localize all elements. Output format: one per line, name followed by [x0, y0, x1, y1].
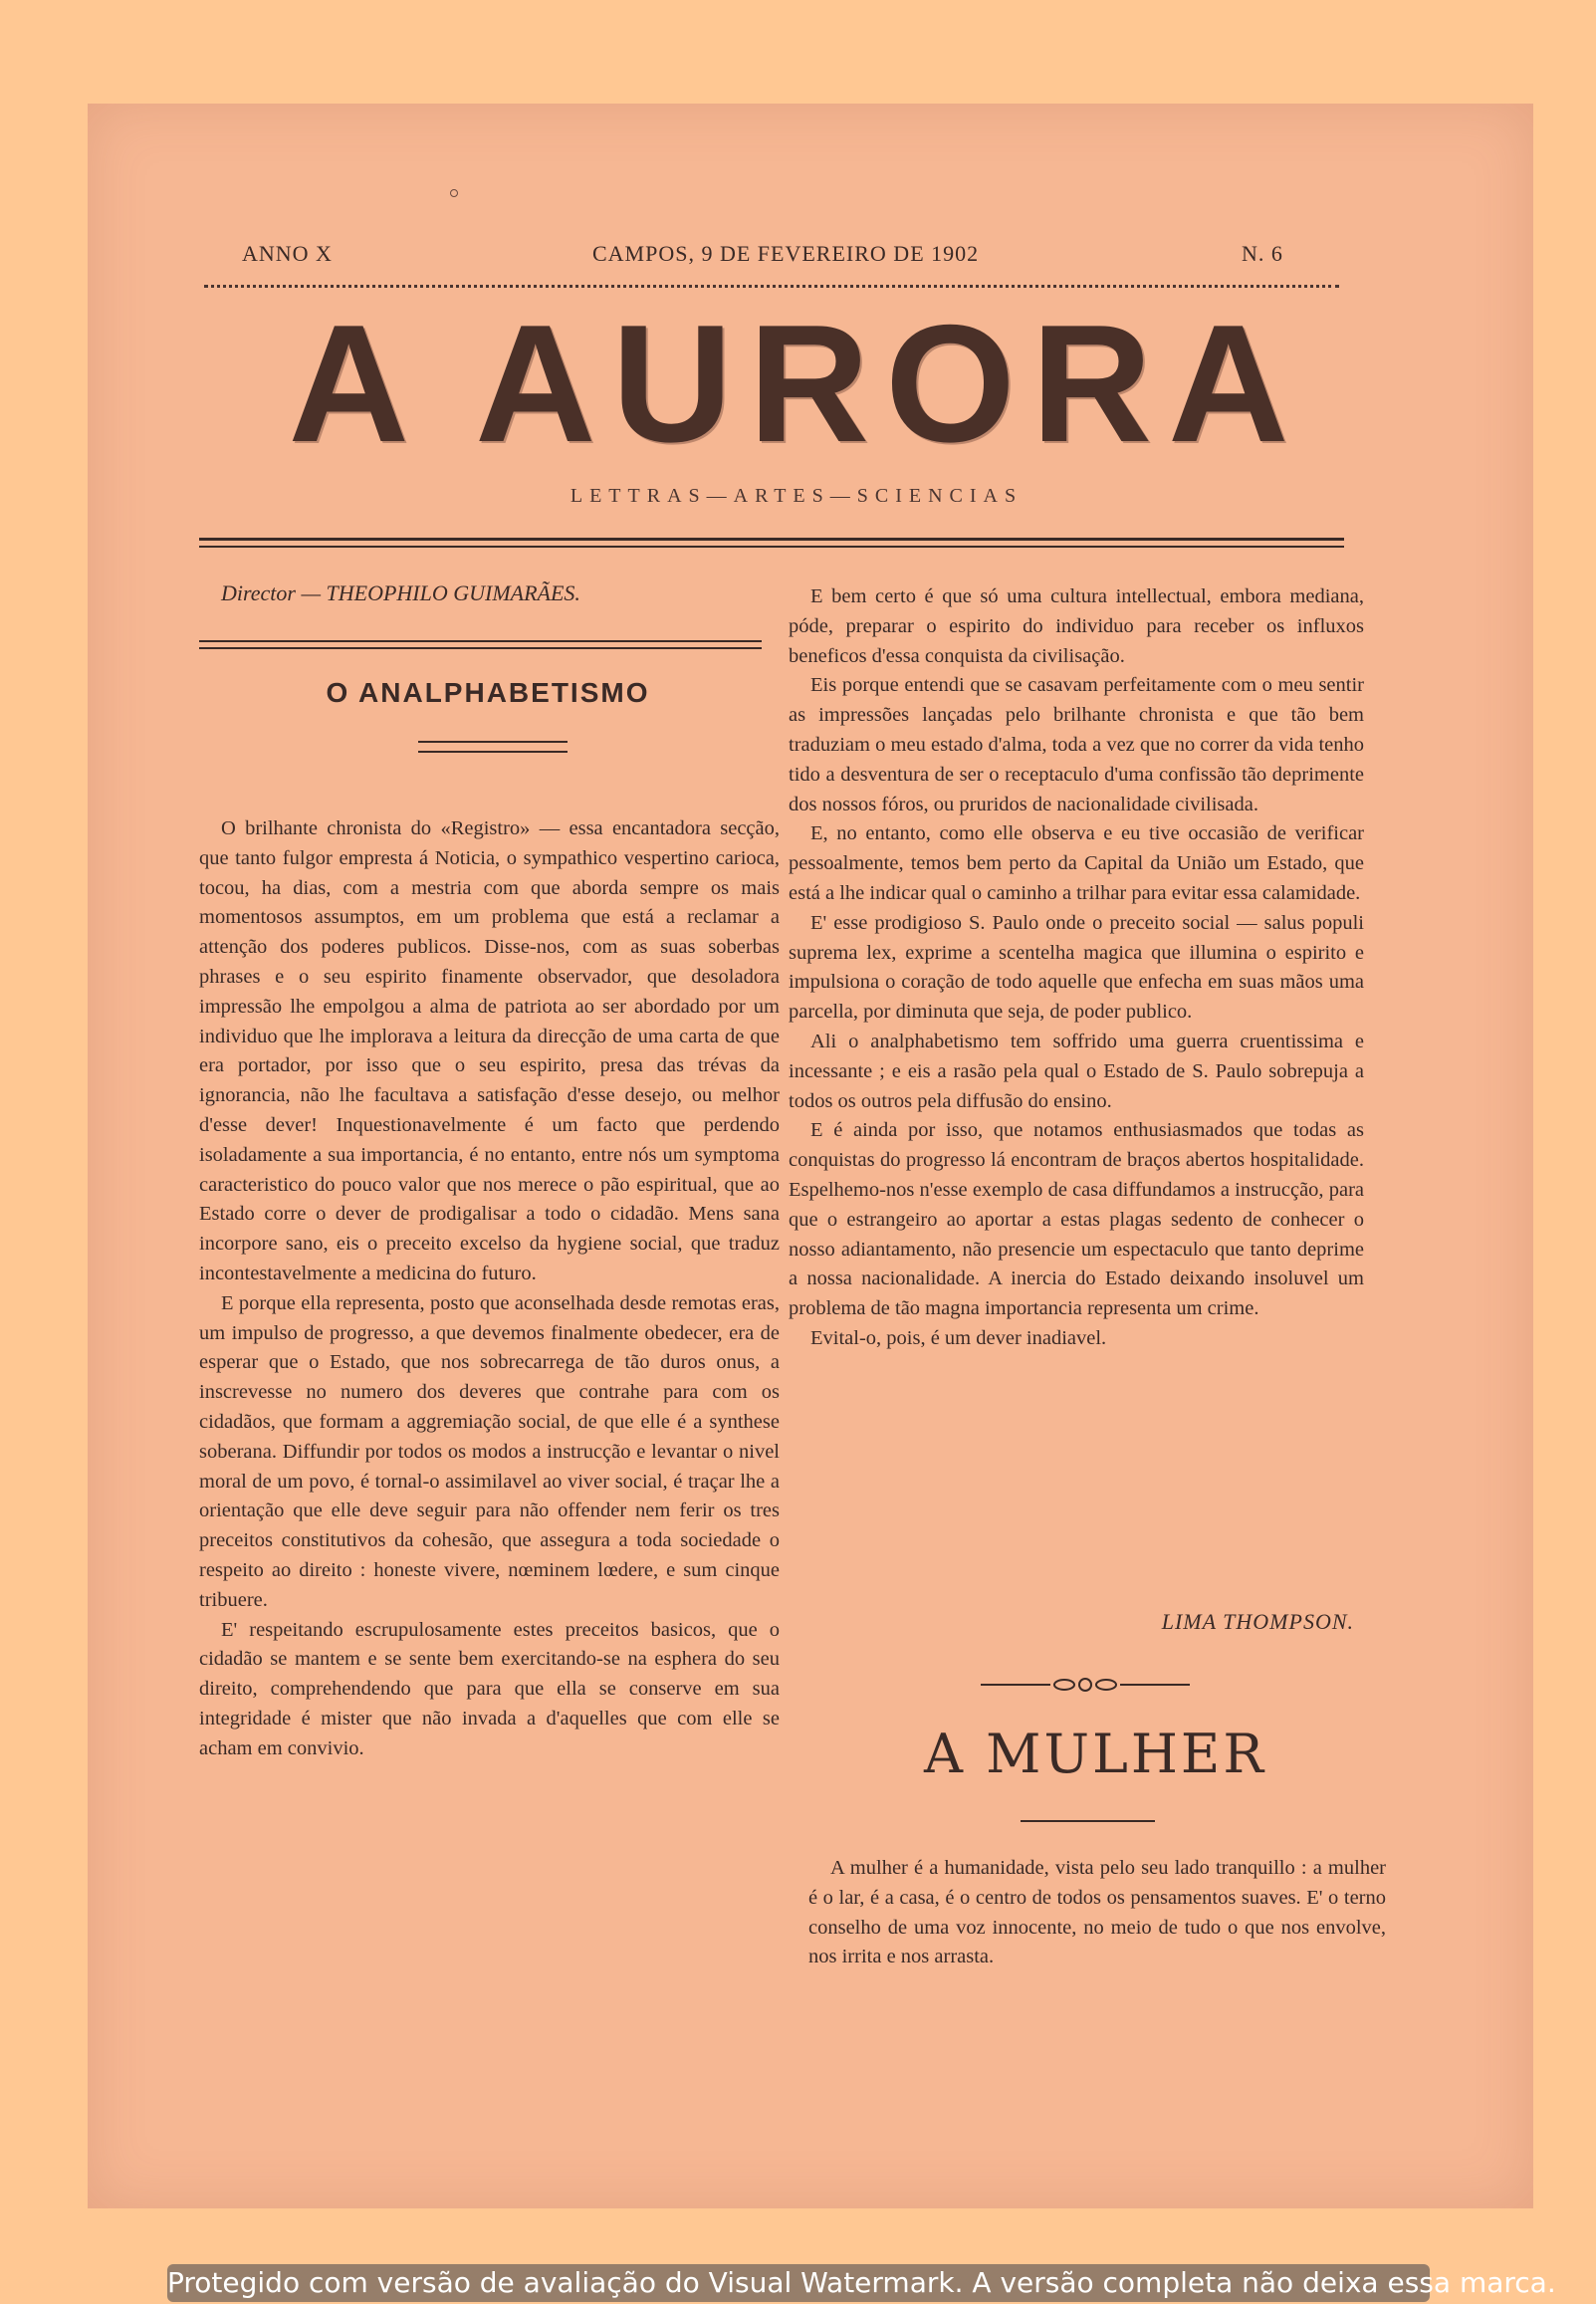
- place-and-date: CAMPOS, 9 DE FEVEREIRO DE 1902: [592, 241, 980, 266]
- article1-paragraph: E' respeitando escrupulosamente estes preceitos basicos, que o cidadão se mantem e se sente bem exercitando-se na esphera do seu direito, comprehendendo que para que ella se conserve em sua integridade é mister que não invada a d'aquelles que com elle se acham em convivio.: [199, 1618, 780, 1759]
- masthead-rule-bottom: [199, 546, 1344, 548]
- ornament-divider: [981, 1673, 1190, 1697]
- article1-paragraph: E bem certo é que só uma cultura intellectual, embora mediana, póde, preparar o espirito do individuo para receber os influxos beneficos d'essa conquista da civilisação.: [789, 585, 1364, 667]
- right-column-text: [789, 582, 1364, 1354]
- article1-paragraph: O brilhante chronista do «Registro» — essa encantadora secção, que tanto fulgor empresta á Noticia, o sympathico vespertino carioca, tocou, ha dias, com a mestria com que aborda sempre os mais momentosos assumptos, em um problema que está a reclamar a attenção dos poderes publicos. Disse-nos, com as suas soberbas phrases e o seu espirito finamente observador, que desoladora impressão lhe empolgou a alma de patriota ao ser abordado por um individuo que lhe implorava a leitura da direcção de uma carta de que era portador, por isso que o seu espirito, presa das trévas da ignorancia, não lhe facultava a satisfação d'esse desejo, ou melhor d'esse dever! Inquestionavelmente é um facto que perdendo isoladamente a sua importancia, é no entanto, entre nós um symptoma caracteristico do pouco valor que nos merece o pão espiritual, que ao Estado corre o dever de prodigalisar a todo o cidadão. Mens sana incorpore sano, eis o preceito excelso da hygiene social, que traduz incontestavelmente a medicina do futuro.: [199, 817, 780, 1284]
- article1-paragraph: E porque ella representa, posto que aconselhada desde remotas eras, um impulso de progresso, a que devemos finalmente obedecer, era de esperar que o Estado, que nos sobrecarrega de tão duros onus, a inscrevesse no numero dos deveres que contrahe para com os cidadãos, que formam a aggremiação social, de que elle é a synthese soberana. Diffundir por todos os modos a instrucção e levantar o nivel moral de um povo, é tornal-o assimilavel ao viver social, é traçar lhe a orientação que elle deve seguir para não offender nem ferir os tres preceitos constitutivos da cohesão, que assegura a toda sociedade o respeito ao direito : honeste vivere, nœminem lœdere, e sum cinque tribuere.: [199, 1291, 780, 1611]
- masthead-rule-top: [199, 538, 1344, 541]
- article1-paragraph: E' esse prodigioso S. Paulo onde o preceito social — salus populi suprema lex, exprime a scentelha magica que illumina o espirito e impulsiona o coração de todo aquelle que enfecha em suas mãos uma parcella, por diminuta que seja, de poder publico.: [789, 911, 1364, 1024]
- article2-title-underline: [1021, 1820, 1155, 1822]
- issue-number: N. 6: [1242, 241, 1283, 266]
- masthead-info-row: [242, 241, 1337, 271]
- watermark-notice: Protegido com versão de avaliação do Visual Watermark. A versão completa não deixa essa marca.: [167, 2264, 1430, 2302]
- article2-text: [808, 1854, 1386, 1972]
- left-column-text: [199, 814, 780, 1764]
- left-column-rule-2: [199, 647, 762, 649]
- paper-speck: [450, 189, 458, 197]
- director-line: Director — THEOPHILO GUIMARÃES.: [221, 580, 580, 605]
- article2-paragraph: A mulher é a humanidade, vista pelo seu lado tranquillo : a mulher é o lar, é a casa, é o centro de todos os pensamentos suaves. E' o terno conselho de uma voz innocente, no meio de tudo o que nos envolve, nos irrita e nos arrasta.: [808, 1857, 1386, 1968]
- article1-signature: LIMA THOMPSON.: [1161, 1609, 1354, 1634]
- article1-paragraph: E, no entanto, como elle observa e eu tive occasião de verificar pessoalmente, temos bem perto da Capital da União um Estado, que está a lhe indicar qual o caminho a trilhar para evitar essa calamidade.: [789, 822, 1364, 904]
- article-title-underline-2: [418, 751, 568, 753]
- article-title-analphabetismo: O ANALPHABETISMO: [326, 677, 650, 708]
- article-title-underline-1: [418, 741, 568, 743]
- article-title-mulher: A MULHER: [924, 1723, 1266, 1785]
- left-column-rule-1: [199, 640, 762, 642]
- newspaper-subtitle: LETTRAS—ARTES—SCIENCIAS: [570, 485, 1024, 507]
- article1-paragraph: Evital-o, pois, é um dever inadiavel.: [810, 1326, 1107, 1349]
- article1-paragraph: Ali o analphabetismo tem soffrido uma guerra cruentissima e incessante ; e eis a rasão pela qual o Estado de S. Paulo sobrepuja a todos os outros pela diffusão do ensino.: [789, 1030, 1364, 1112]
- newspaper-title: A AURORA: [288, 290, 1305, 477]
- article1-paragraph: Eis porque entendi que se casavam perfeitamente com o meu sentir as impressões lançadas pelo brilhante chronista e que tão bem traduziam o meu estado d'alma, toda a vez que no correr da vida tenho tido a desventura de ser o receptaculo d'uma confissão tão deprimente dos nossos fóros, ou pruridos de nacionalidade civilisada.: [789, 674, 1364, 815]
- issue-year: ANNO X: [242, 241, 333, 266]
- article1-paragraph: E é ainda por isso, que notamos enthusiasmados que todas as conquistas do progresso lá encontram de braços abertos hospitalidade. Espelhemo-nos n'esse exemplo de casa diffundamos a instrucção, para que o estrangeiro ao aportar a estas plagas sedento de conhecer o nosso adiantamento, não presencie um espectaculo que tanto deprime a nossa nacionalidade. A inercia do Estado deixando insoluvel um problema de tão magna importancia representa um crime.: [789, 1119, 1364, 1320]
- masthead-dotted-rule: [204, 285, 1339, 288]
